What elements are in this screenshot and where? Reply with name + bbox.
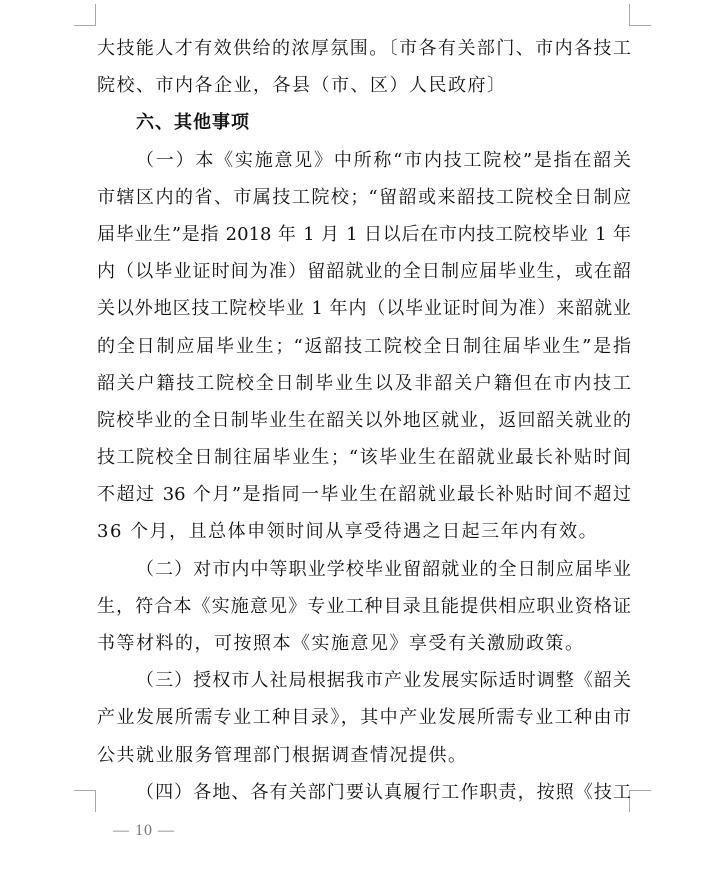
paragraph-first-line: （三）授权市人社局根据我市产业发展实际适时调整《韶关 — [136, 670, 631, 692]
text-line: 大技能人才有效供给的浓厚氛围。〔市各有关部门、市内各技工 — [97, 38, 631, 59]
paragraph-first-line: （二）对市内中等职业学校毕业留韶就业的全日制应届毕业 — [136, 558, 631, 580]
text-line: 院校毕业的全日制毕业生在韶关以外地区就业，返回韶关就业的 — [97, 409, 631, 431]
text-line: 韶关户籍技工院校全日制毕业生以及非韶关户籍但在市内技工 — [97, 372, 631, 394]
text-line: 技工院校全日制往届毕业生；“该毕业生在韶就业最长补贴时间 — [97, 447, 631, 469]
paragraph-first-line: （四）各地、各有关部门要认真履行工作职责，按照《技工 — [136, 781, 631, 803]
text-line: 院校、市内各企业，各县（市、区）人民政府〕 — [97, 75, 507, 97]
paragraph-first-line: （一）本《实施意见》中所称“市内技工院校”是指在韶关 — [136, 149, 631, 171]
text-line: 产业发展所需专业工种目录》，其中产业发展所需专业工种由市 — [97, 707, 631, 729]
text-line: 公共就业服务管理部门根据调查情况提供。 — [97, 744, 468, 766]
text-line: 36 个月，且总体申领时间从享受待遇之日起三年内有效。 — [97, 521, 599, 543]
page-corner-mark-bottom-right — [629, 790, 651, 812]
text-line: 书等材料的，可按照本《实施意见》享受有关激励政策。 — [97, 633, 585, 654]
page-number: — 10 — — [113, 822, 175, 839]
section-heading: 六、其他事项 — [136, 112, 250, 134]
text-line: 关以外地区技工院校毕业 1 年内（以毕业证时间为准）来韶就业 — [97, 298, 631, 320]
text-line: 不超过 36 个月”是指同一毕业生在韶就业最长补贴时间不超过 — [97, 484, 631, 506]
document-body — [97, 30, 631, 811]
text-line: 市辖区内的省、市属技工院校；“留韶或来韶技工院校全日制应 — [97, 186, 631, 208]
page-corner-mark-top-left — [74, 4, 96, 26]
text-line: 的全日制应届毕业生；“返韶技工院校全日制往届毕业生”是指 — [97, 335, 631, 357]
page-corner-mark-bottom-left — [74, 790, 96, 812]
text-line: 届毕业生”是指 2018 年 1 月 1 日以后在市内技工院校毕业 1 年 — [97, 223, 631, 245]
text-line: 生，符合本《实施意见》专业工种目录且能提供相应职业资格证 — [97, 595, 631, 617]
page-corner-mark-top-right — [629, 4, 651, 26]
text-line: 内（以毕业证时间为准）留韶就业的全日制应届毕业生，或在韶 — [97, 261, 631, 283]
